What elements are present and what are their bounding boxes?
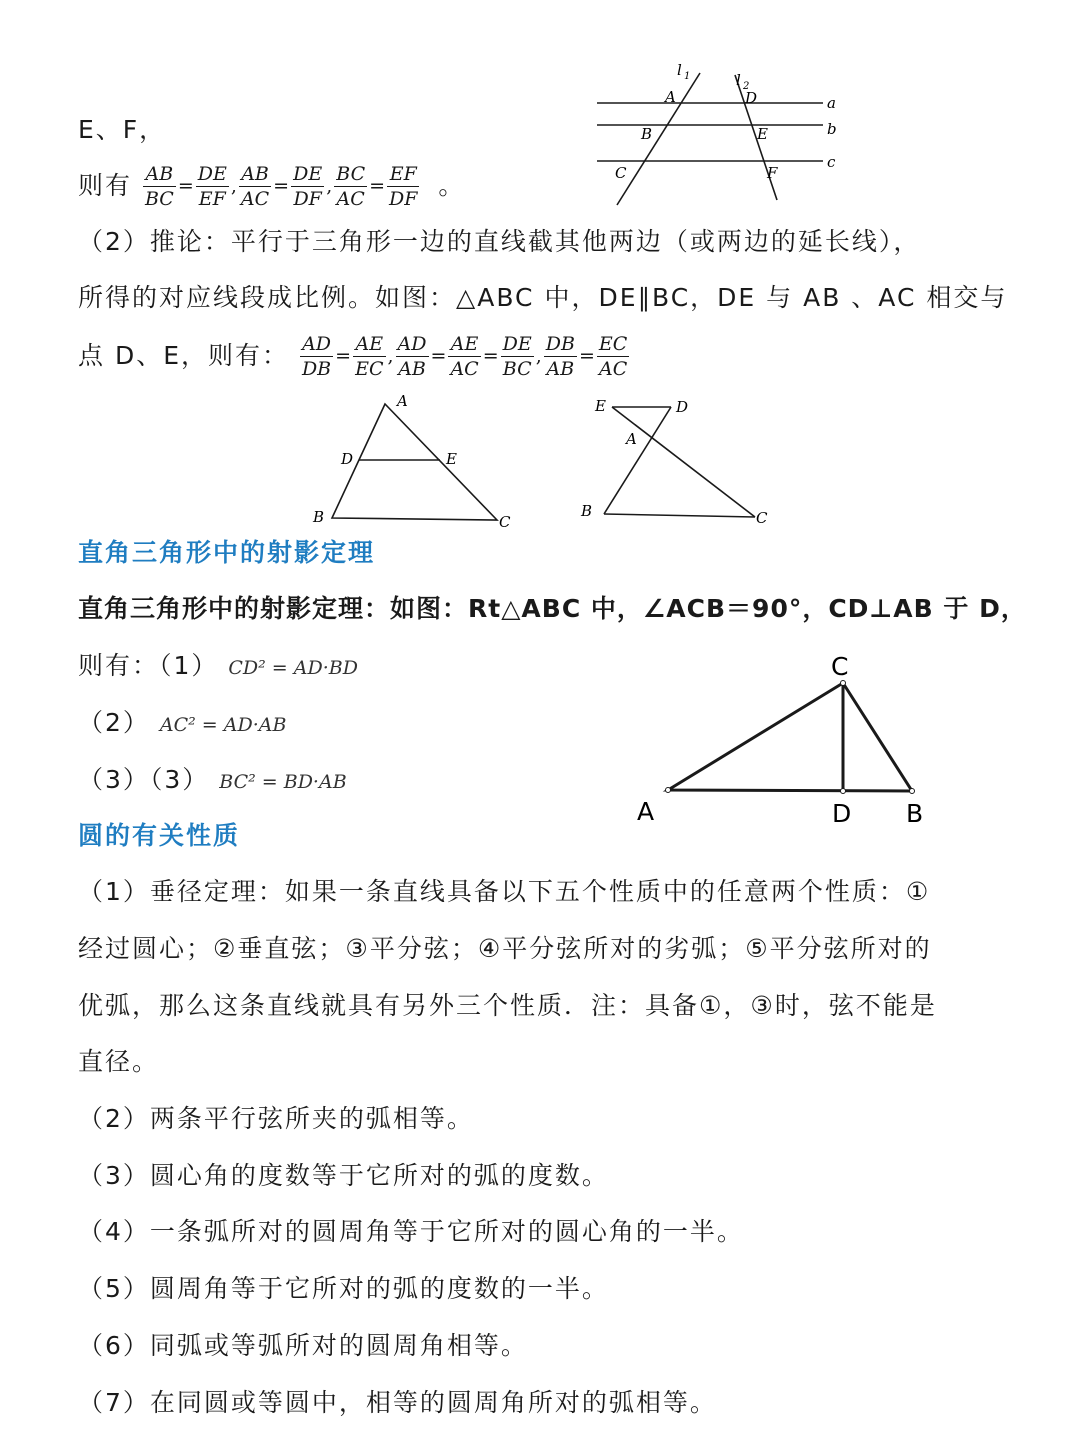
label-A: A — [665, 88, 676, 106]
circle-line: 经过圆心；②垂直弦；③平分弦；④平分弦所对的劣弧；⑤平分弦所对的 — [78, 934, 932, 963]
label-E: E — [595, 397, 606, 415]
formula-1-prefix: 则有：（1） — [78, 651, 219, 680]
right-triangle-figure — [625, 645, 945, 835]
circle-heading: 圆的有关性质 — [78, 821, 241, 850]
circle-line: （3）圆心角的度数等于它所对的弧的度数。 — [78, 1161, 609, 1190]
fraction: $\frac{AE}{EC}$ — [355, 332, 384, 380]
label-l1: l — [677, 61, 682, 79]
fraction: $\frac{BC}{AC}$ — [336, 162, 366, 210]
parallel-lines-figure — [585, 55, 855, 215]
label-B: B — [641, 125, 653, 143]
formula-1: CD² = AD·BD — [228, 657, 358, 679]
circle-line: （7）在同圆或等圆中，相等的圆周角所对的弧相等。 — [78, 1388, 717, 1417]
label-A: A — [397, 392, 408, 410]
label-l2: l — [736, 71, 741, 89]
triangle-de-parallel-figure — [305, 390, 525, 535]
label-c: c — [827, 153, 836, 171]
fraction: $\frac{EF}{DF}$ — [389, 162, 418, 210]
circle-line: 优弧，那么这条直线就具有另外三个性质．注：具备①，③时，弦不能是 — [78, 991, 937, 1020]
fraction: $\frac{DB}{AB}$ — [545, 332, 575, 380]
crossed-triangle-figure — [575, 392, 785, 532]
projection-formula-2 — [78, 707, 286, 741]
intro-line-ef — [78, 114, 166, 146]
label-E: E — [757, 125, 768, 143]
projection-heading: 直角三角形中的射影定理 — [78, 538, 376, 567]
label-D: D — [745, 89, 758, 107]
label-C: C — [499, 513, 511, 531]
formula-3-prefix: （3）（3） — [78, 765, 210, 794]
fraction: $\frac{AB}{AC}$ — [240, 162, 270, 210]
circle-line: （5）圆周角等于它所对的弧的度数的一半。 — [78, 1274, 609, 1303]
corollary-line-1: （2）推论：平行于三角形一边的直线截其他两边（或两边的延长线）， — [78, 227, 921, 256]
formula-3: BC² = BD·AB — [219, 771, 347, 793]
corollary-prefix: 点 D、E，则有： — [78, 341, 289, 370]
label-C: C — [831, 652, 849, 681]
label-l1-sub: 1 — [684, 71, 691, 82]
circle-line: （4）一条弧所对的圆周角等于它所对的圆心角的一半。 — [78, 1217, 744, 1246]
intro-text: E、F， — [78, 115, 167, 144]
label-B: B — [313, 508, 325, 526]
ratio-period: 。 — [438, 171, 466, 200]
label-F: F — [767, 164, 778, 182]
label-C: C — [615, 164, 627, 182]
fraction: $\frac{DE}{EF}$ — [197, 162, 227, 210]
label-D: D — [676, 398, 689, 416]
fraction: $\frac{AB}{BC}$ — [144, 162, 174, 210]
fraction: $\frac{EC}{AC}$ — [598, 332, 628, 380]
circle-line: 直径。 — [78, 1047, 160, 1076]
fraction: $\frac{AD}{DB}$ — [301, 332, 332, 380]
label-l2-sub: 2 — [743, 81, 750, 92]
label-D: D — [832, 799, 852, 828]
formula-2: AC² = AD·AB — [159, 714, 287, 736]
label-B: B — [906, 799, 924, 828]
label-E: E — [446, 450, 457, 468]
projection-statement: 直角三角形中的射影定理：如图：Rt△ABC 中，∠ACB＝90°，CD⊥AB 于 D， — [78, 594, 1027, 623]
ratio-equation: 则有 $\frac{AB}{BC}$ = $\frac{DE}{EF}$ , $\frac{AB}{AC}$ = $\frac{DE}{DF}$ , $\frac{BC}{AC}$ = $\frac{EF}{DF}$ 。 — [78, 162, 466, 210]
ratio-prefix: 则有 — [78, 171, 133, 200]
corollary-line-3: 点 D、E，则有： $\frac{AD}{DB}$ = $\frac{AE}{EC}$ , $\frac{AD}{AB}$ = $\frac{AE}{AC}$ = $\frac{DE}{BC}$ , $\frac{DB}{AB}$ = $\frac{EC}{AC}$ — [78, 332, 628, 380]
formula-2-prefix: （2） — [78, 708, 150, 737]
fraction: $\frac{AE}{AC}$ — [450, 332, 479, 380]
label-A: A — [637, 797, 655, 826]
label-a: a — [827, 94, 836, 112]
fraction: $\frac{DE}{DF}$ — [293, 162, 323, 210]
projection-formula-3 — [78, 764, 347, 798]
circle-line: （6）同弧或等弧所对的圆周角相等。 — [78, 1331, 528, 1360]
circle-line: （1）垂径定理：如果一条直线具备以下五个性质中的任意两个性质：① — [78, 877, 931, 906]
label-b: b — [827, 120, 837, 138]
fraction: $\frac{DE}{BC}$ — [502, 332, 532, 380]
circle-line: （2）两条平行弦所夹的弧相等。 — [78, 1104, 474, 1133]
fraction: $\frac{AD}{AB}$ — [397, 332, 427, 380]
label-A: A — [626, 430, 637, 448]
label-C: C — [756, 509, 768, 527]
label-D: D — [341, 450, 354, 468]
label-B: B — [581, 502, 593, 520]
corollary-line-2: 所得的对应线段成比例。如图：△ABC 中，DE∥BC，DE 与 AB 、AC 相交与 — [78, 283, 1008, 312]
projection-formula-1 — [78, 650, 358, 684]
